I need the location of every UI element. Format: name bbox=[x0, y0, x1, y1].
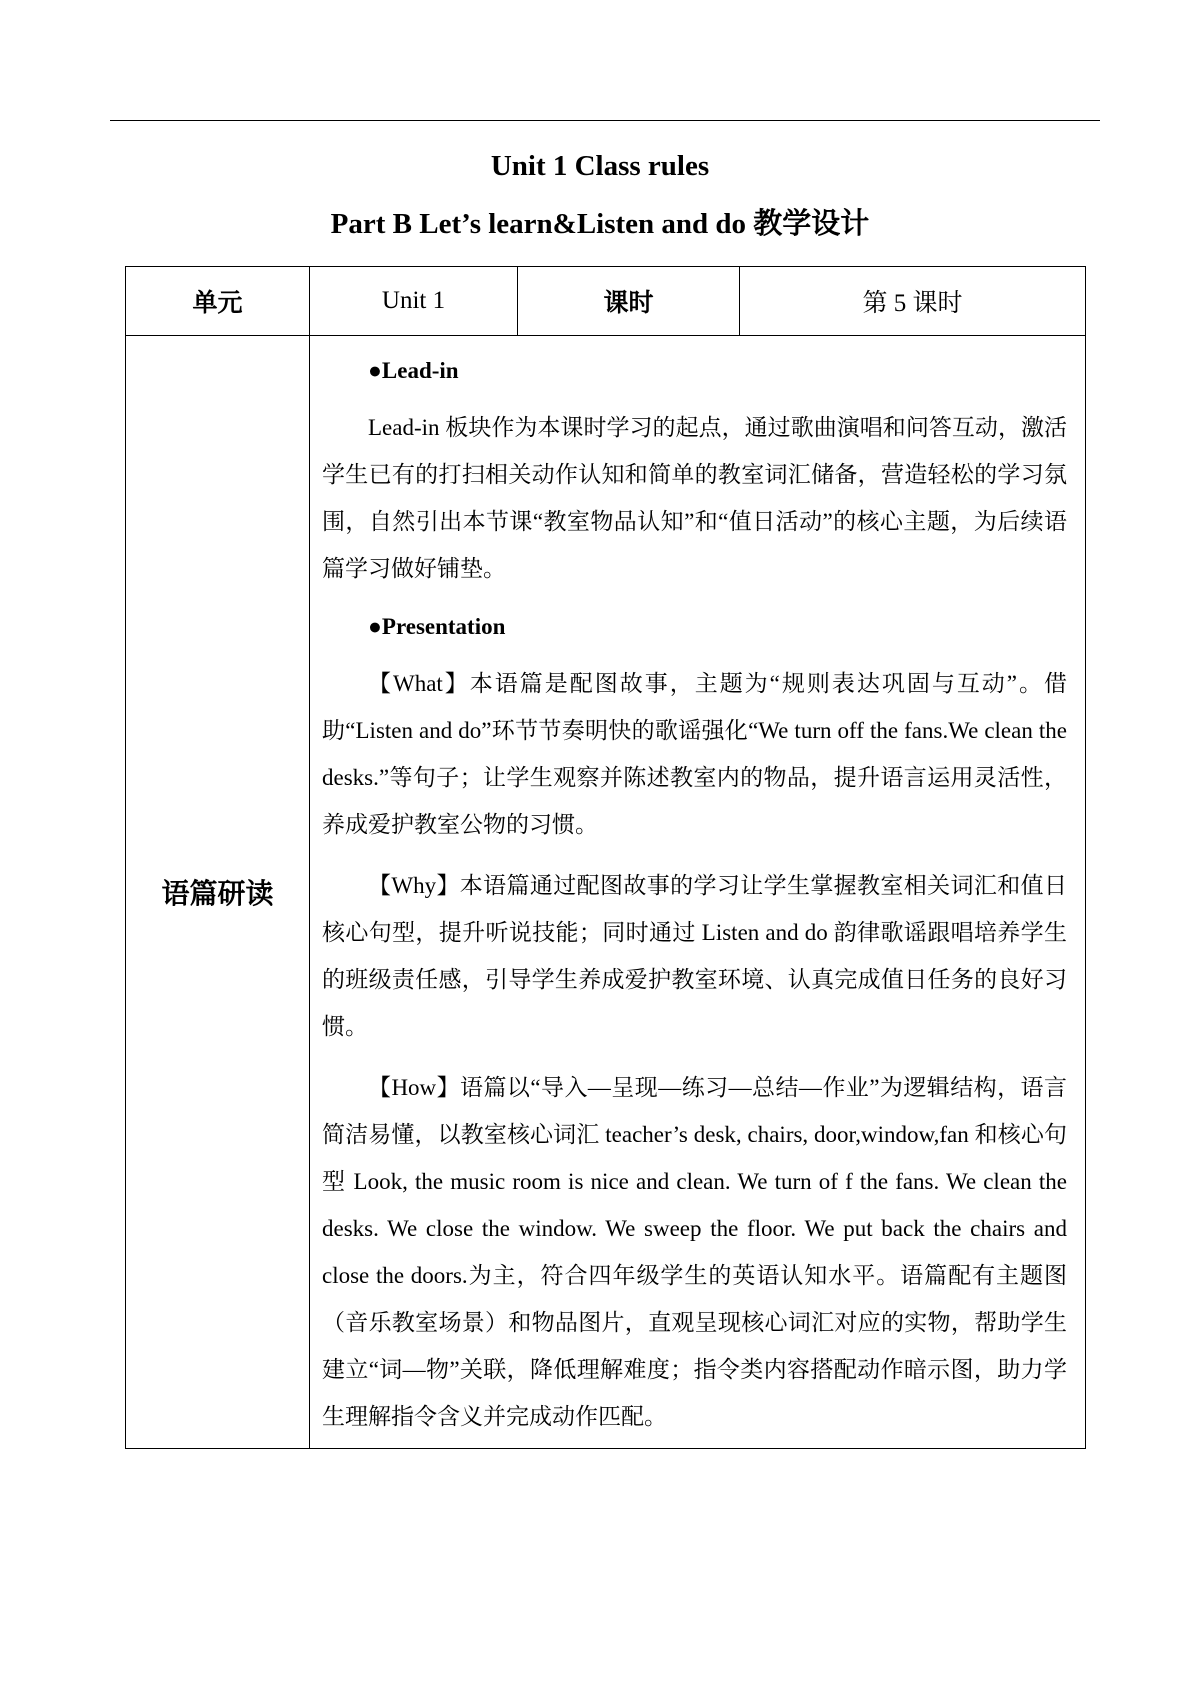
how-paragraph: 【How】语篇以“导入—呈现—练习—总结—作业”为逻辑结构，语言简洁易懂，以教室核心词汇 teacher’s desk, chairs, door,window,fan 和核心句型 Look, the music room is nice and clean. We turn of f the fans. We clean the desks. We close the window. We sweep the floor. We put back the chairs and close the doors.为主，符合四年级学生的英语认知水平。语篇配有主题图（音乐教室场景）和物品图片，直观呈现核心词汇对应的实物，帮助学生建立“词—物”关联，降低理解难度；指令类内容搭配动作暗示图，助力学生理解指令含义并完成动作匹配。 bbox=[322, 1075, 1067, 1429]
period-value-cell: 第 5 课时 bbox=[740, 267, 1086, 336]
unit-value-cell: Unit 1 bbox=[310, 267, 518, 336]
leadin-paragraph: Lead-in 板块作为本课时学习的起点，通过歌曲演唱和问答互动，激活学生已有的打扫相关动作认知和简单的教室词汇储备，营造轻松的学习氛围，自然引出本节课“教室物品认知”和“值日活动”的核心主题，为后续语篇学习做好铺垫。 bbox=[322, 415, 1067, 581]
document-title: Unit 1 Class rules bbox=[490, 150, 710, 182]
document-subtitle: Part B Let’s learn&Listen and do 教学设计 bbox=[330, 208, 870, 240]
table-header-row bbox=[126, 267, 1086, 336]
period-label-cell: 课时 bbox=[518, 267, 740, 336]
section-content-cell bbox=[310, 336, 1086, 1449]
why-paragraph: 【Why】本语篇通过配图故事的学习让学生掌握教室相关词汇和值日核心句型，提升听说技能；同时通过 Listen and do 韵律歌谣跟唱培养学生的班级责任感，引导学生养成爱护教室环境、认真完成值日任务的良好习惯。 bbox=[322, 873, 1067, 1039]
what-paragraph: 【What】本语篇是配图故事，主题为“规则表达巩固与互动”。借助“Listen and do”环节节奏明快的歌谣强化“We turn off the fans.We clean the desks.”等句子；让学生观察并陈述教室内的物品，提升语言运用灵活性，养成爱护教室公物的习惯。 bbox=[322, 671, 1067, 837]
text-analysis-row bbox=[126, 336, 1086, 1449]
leadin-heading: ●Lead-in bbox=[368, 358, 459, 383]
lesson-design-table bbox=[125, 266, 1086, 1449]
header-rule bbox=[110, 120, 1100, 121]
section-label-cell: 语篇研读 bbox=[126, 336, 310, 1449]
presentation-heading: ●Presentation bbox=[368, 614, 506, 639]
unit-label-cell: 单元 bbox=[126, 267, 310, 336]
